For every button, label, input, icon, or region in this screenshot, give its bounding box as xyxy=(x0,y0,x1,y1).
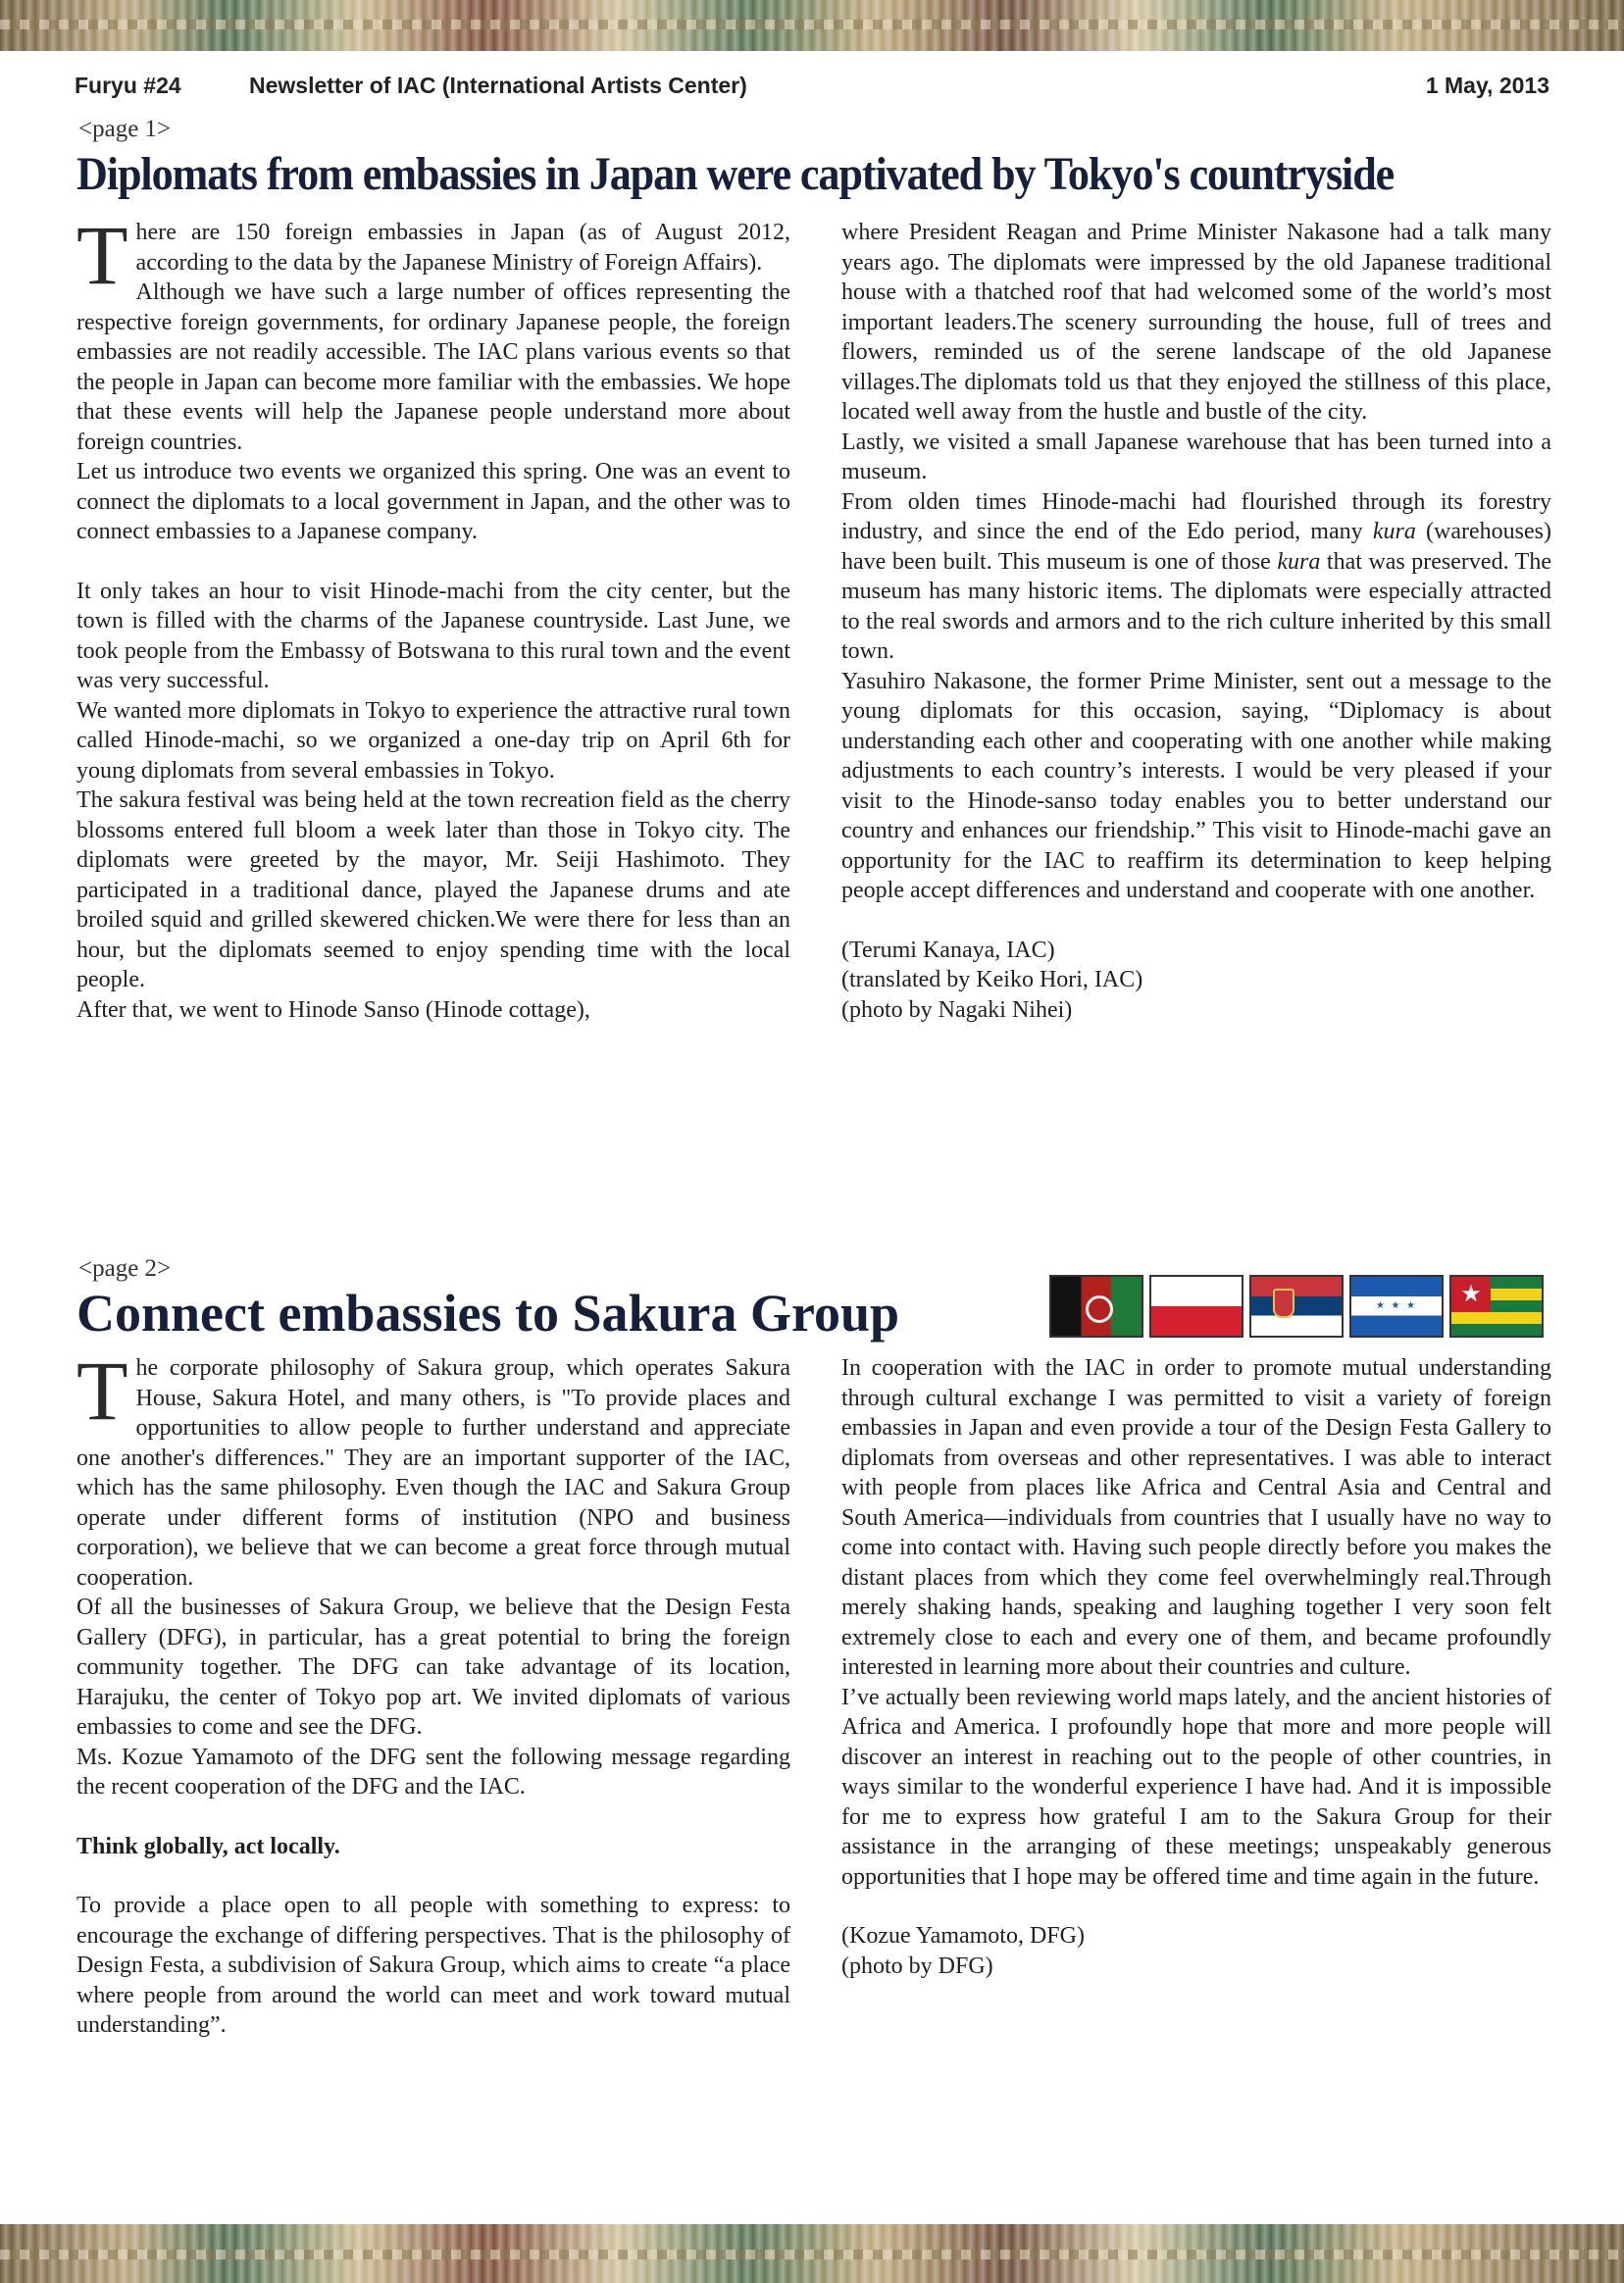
credit-line: (Kozue Yamamoto, DFG) xyxy=(841,1923,1085,1949)
poland-flag xyxy=(1149,1275,1243,1338)
stars-icon: ★ ★ ★ xyxy=(1376,1300,1417,1311)
flag-strip xyxy=(1049,1275,1549,1340)
article1-column-right xyxy=(841,218,1551,1025)
issue-date: 1 May, 2013 xyxy=(1425,73,1549,98)
article2-title: Connect embassies to Sakura Group xyxy=(76,1284,900,1343)
article2-paragraph: To provide a place open to all people with something to express: to encourage the exchange of differing perspectives. That is the philosophy of Design Festa, a subdivision of Sakura Group, which aims to create “a place where people from around the world can meet and work toward mutual understanding”. xyxy=(76,1893,790,2038)
emblem-icon xyxy=(1086,1295,1113,1323)
credit-line: (translated by Keiko Hori, IAC) xyxy=(841,967,1143,992)
page-label-2: <page 2> xyxy=(78,1255,172,1282)
article1-paragraph: Lastly, we visited a small Japanese warehouse that has been turned into a museum. xyxy=(841,429,1551,484)
credit-line: (photo by Nagaki Nihei) xyxy=(841,996,1073,1023)
article1-paragraph: Although we have such a large number of offices representing the respective foreign governments, for ordinary Japanese people, the foreign embassies are not readily accessible. The IAC plans various events so that the people in Japan can become more familiar with the embassies. We hope that these events will help the Japanese people understand more about foreign countries. xyxy=(76,279,790,455)
kura-term: kura xyxy=(1277,548,1321,575)
article1-paragraph: From olden times Hinode-machi had flourished through its forestry industry, and since the end of the Edo period, many kura (warehouses) have been built. This museum is one of those kura that was preserved. The museum has many historic items. The diplomats were especially attracted to the real swords and armors and to the rich culture inherited by this small town. xyxy=(841,488,1551,664)
article1-paragraph: Yasuhiro Nakasone, the former Prime Minister, sent out a message to the young diplomats for this occasion, saying, “Diplomacy is about understanding each other and cooperating with one another while making adjustments to each country’s interests. I would be very pleased if your visit to the Hinode-sanso today enables you to better understand our country and enhances our friendship.” This visit to Hinode-machi gave an opportunity for the IAC to reaffirm its determination to keep helping people accept differences and understand and cooperate with one another. xyxy=(841,668,1551,903)
afghanistan-flag xyxy=(1049,1275,1143,1338)
honduras-flag xyxy=(1349,1275,1444,1338)
border-stripe xyxy=(0,2250,1624,2259)
credit-line: (Terumi Kanaya, IAC) xyxy=(841,937,1055,963)
article1-paragraph: We wanted more diplomats in Tokyo to experience the attractive rural town called Hinode-machi, so we organized a one-day trip on April 6th for young diplomats from several embassies in Tokyo. xyxy=(76,697,790,784)
article1-paragraph: It only takes an hour to visit Hinode-machi from the city center, but the town is filled with the charms of the Japanese countryside. Last June, we took people from the Embassy of Botswana to this rural town and the event was very successful. xyxy=(76,578,790,693)
article1-paragraph: After that, we went to Hinode Sanso (Hinode cottage), xyxy=(76,996,590,1023)
credit-line: (photo by DFG) xyxy=(841,1953,993,1979)
togo-flag xyxy=(1449,1275,1544,1338)
dropcap: T xyxy=(76,1344,128,1438)
article2-credits xyxy=(841,1921,1551,1981)
article1-paragraph: where President Reagan and Prime Minister Nakasone had a talk many years ago. The diplomats were impressed by the old Japanese traditional house with a thatched roof that had welcomed some of the world’s most important leaders.The scenery surrounding the house, full of trees and flowers, reminded us of the serene landscape of the old Japanese villages.The diplomats told us that they enjoyed the stillness of this place, located well away from the hustle and bustle of the city. xyxy=(841,220,1551,425)
star-icon: ★ xyxy=(1451,1277,1491,1312)
dropcap: T xyxy=(76,208,128,302)
article2-paragraph: The corporate philosophy of Sakura group, which operates Sakura House, Sakura Hotel, and many others, is "To provide places and opportunities to allow people to further understand and appreciate one another's differences." They are an important supporter of the IAC, which has the same philosophy. Even though the IAC and Sakura Group operate under different forms of institution (NPO and business corporation), we believe that we can become a great force through mutual cooperation. xyxy=(76,1344,790,1591)
issue-number: Furyu #24 xyxy=(75,73,181,98)
coat-of-arms-icon xyxy=(1273,1289,1294,1318)
serbia-flag xyxy=(1249,1275,1344,1338)
article1-paragraph: The sakura festival was being held at the town recreation field as the cherry blossoms entered full bloom a week later than those in Tokyo city. The diplomats were greeted by the mayor, Mr. Seiji Hashimoto. They participated in a traditional dance, played the Japanese drums and ate broiled squid and grilled skewered chicken.We were there for less than an hour, but the diplomats seemed to enjoy spending time with the local people. xyxy=(76,787,790,992)
article2-paragraph: Of all the businesses of Sakura Group, we believe that the Design Festa Gallery (DFG), in particular, has a great potential to bring the foreign community together. The DFG can take advantage of its location, Harajuku, the center of Tokyo pop art. We invited diplomats of various embassies to come and see the DFG. xyxy=(76,1595,790,1740)
newsletter-header xyxy=(75,69,1549,104)
article2-paragraph: Ms. Kozue Yamamoto of the DFG sent the following message regarding the recent cooperation of the DFG and the IAC. xyxy=(76,1744,790,1800)
article1-column-left xyxy=(76,208,790,1025)
decorative-bottom-border xyxy=(0,2224,1624,2283)
newsletter-name: Newsletter of IAC (International Artists Center) xyxy=(249,73,747,98)
article1-credits xyxy=(841,936,1551,1026)
article2-paragraph: In cooperation with the IAC in order to promote mutual understanding through cultural exchange I was permitted to visit a variety of foreign embassies in Japan and even provide a tour of the Design Festa Gallery to diplomats from overseas and other representatives. I was able to interact with people from places like Africa and Central Asia and Central and South America—individuals from countries that I usually have no way to come into contact with. Having such people directly before you makes the distant places from which they come feel overwhelmingly real.Through merely shaking hands, speaking and laughing together I very soon felt extremely close to each and every one of them, and became profoundly interested in learning more about their countries and culture. xyxy=(841,1355,1551,1680)
decorative-top-border xyxy=(0,0,1624,51)
border-stripe xyxy=(0,20,1624,29)
kura-term: kura xyxy=(1372,519,1416,544)
article2-column-right xyxy=(841,1353,1551,1981)
article2-subheading: Think globally, act locally. xyxy=(76,1833,340,1859)
article2-column-left xyxy=(76,1344,790,2041)
page-label-1: <page 1> xyxy=(78,116,172,142)
article1-paragraph: There are 150 foreign embassies in Japan (as of August 2012, according to the data by the Japanese Ministry of Foreign Affairs). xyxy=(76,208,790,302)
article2-paragraph: I’ve actually been reviewing world maps lately, and the ancient histories of Africa and America. I profoundly hope that more and more people will discover an interest in reaching out to the people of other countries, in ways similar to the wonderful experience I have had. And it is impossible for me to express how grateful I am to the Sakura Group for their assistance in the arranging of these meetings; unspeakably generous opportunities that I hope may be offered time and time again in the future. xyxy=(841,1684,1551,1890)
article1-title: Diplomats from embassies in Japan were captivated by Tokyo's countryside xyxy=(76,148,1395,200)
article1-paragraph: Let us introduce two events we organized this spring. One was an event to connect the diplomats to a local government in Japan, and the other was to connect embassies to a Japanese company. xyxy=(76,459,790,544)
